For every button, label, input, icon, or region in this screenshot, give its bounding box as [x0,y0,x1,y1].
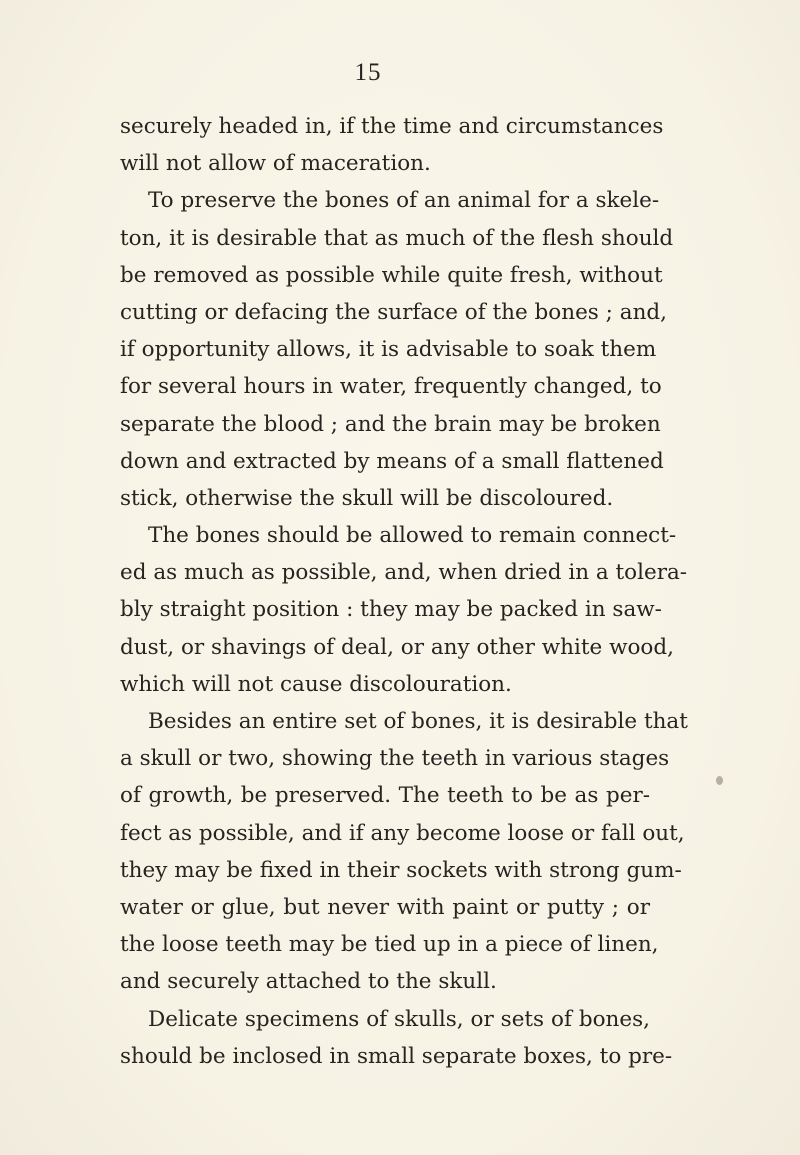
text-line: dust, or shavings of deal, or any other white wood, [120,634,674,660]
page-number: 15 [354,59,382,86]
text-line: cutting or defacing the surface of the bones ; and, [120,299,668,325]
text-line: the loose teeth may be tied up in a piece of linen, [120,932,659,958]
text-line: ed as much as possible, and, when dried in a tolera- [120,560,688,586]
text-line: stick, otherwise the skull will be discoloured. [120,485,614,511]
text-line: for several hours in water, frequently changed, to [120,374,662,400]
text-line: ton, it is desirable that as much of the flesh should [120,225,674,251]
text-line: fect as possible, and if any become loose or fall out, [120,820,685,846]
text-line: separate the blood ; and the brain may be broken [120,411,661,437]
text-line: The bones should be allowed to remain connect- [148,523,677,549]
text-line: will not allow of maceration. [120,151,431,177]
text-line: Besides an entire set of bones, it is desirable that [148,709,688,734]
body-text [120,108,688,1075]
text-line: if opportunity allows, it is advisable to soak them [120,337,657,363]
text-line: of growth, be preserved. The teeth to be as per- [120,783,650,809]
paper-speck [716,776,723,785]
text-line: they may be fixed in their sockets with strong gum- [120,857,682,883]
text-line: water or glue, but never with paint or putty ; or [120,894,650,920]
text-line: should be inclosed in small separate boxes, to pre- [120,1043,673,1069]
text-line: and securely attached to the skull. [120,969,497,995]
text-line: a skull or two, showing the teeth in various stages [120,746,670,772]
text-line: which will not cause discolouration. [120,671,512,697]
text-line: To preserve the bones of an animal for a skele- [148,188,660,214]
text-line: bly straight position : they may be packed in saw- [120,597,662,623]
text-line: securely headed in, if the time and circumstances [120,114,664,139]
text-line: Delicate specimens of skulls, or sets of bones, [148,1006,650,1032]
text-line: be removed as possible while quite fresh, without [120,262,663,288]
text-line: down and extracted by means of a small flattened [120,448,664,474]
